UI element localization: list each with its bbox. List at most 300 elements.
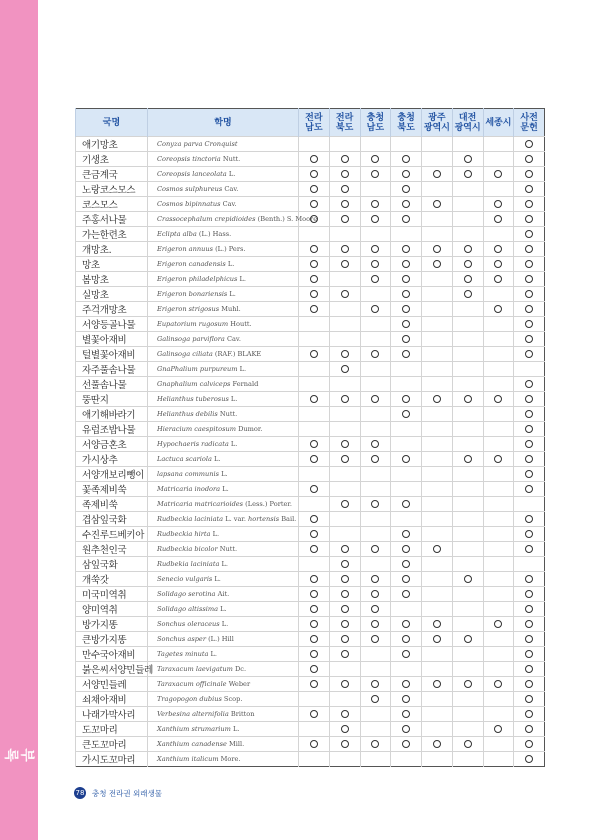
- presence-circle-icon: [310, 170, 318, 178]
- presence-cell: [483, 557, 514, 572]
- presence-cell: [452, 497, 483, 512]
- author: L.: [230, 725, 240, 733]
- presence-cell: [329, 737, 360, 752]
- presence-cell: [514, 392, 545, 407]
- presence-cell: [360, 302, 391, 317]
- korean-name: 수진루드베키아: [76, 527, 148, 542]
- presence-cell: [483, 527, 514, 542]
- presence-cell: [422, 452, 453, 467]
- table-row: [76, 707, 545, 722]
- presence-cell: [422, 722, 453, 737]
- presence-cell: [514, 707, 545, 722]
- presence-circle-icon: [310, 245, 318, 253]
- presence-cell: [514, 167, 545, 182]
- presence-cell: [360, 167, 391, 182]
- presence-cell: [483, 182, 514, 197]
- table-row: [76, 227, 545, 242]
- scientific-name: [148, 287, 299, 302]
- author: L.: [208, 650, 217, 658]
- author: L.: [210, 530, 220, 538]
- presence-cell: [299, 242, 330, 257]
- korean-name: 서양금혼초: [76, 437, 148, 452]
- presence-cell: [299, 512, 330, 527]
- presence-cell: [483, 662, 514, 677]
- presence-circle-icon: [525, 380, 533, 388]
- presence-circle-icon: [402, 695, 410, 703]
- presence-circle-icon: [525, 620, 533, 628]
- presence-cell: [452, 407, 483, 422]
- presence-circle-icon: [525, 410, 533, 418]
- presence-cell: [299, 677, 330, 692]
- presence-cell: [452, 692, 483, 707]
- presence-cell: [422, 617, 453, 632]
- presence-cell: [360, 752, 391, 767]
- presence-circle-icon: [402, 590, 410, 598]
- presence-circle-icon: [371, 590, 379, 598]
- presence-cell: [452, 212, 483, 227]
- presence-circle-icon: [525, 635, 533, 643]
- table-row: [76, 152, 545, 167]
- presence-circle-icon: [371, 395, 379, 403]
- presence-cell: [483, 737, 514, 752]
- presence-circle-icon: [525, 590, 533, 598]
- presence-cell: [483, 542, 514, 557]
- presence-cell: [391, 662, 422, 677]
- korean-name: 쇠채아재비: [76, 692, 148, 707]
- presence-cell: [329, 617, 360, 632]
- presence-cell: [483, 227, 514, 242]
- presence-cell: [360, 332, 391, 347]
- presence-circle-icon: [310, 305, 318, 313]
- presence-circle-icon: [402, 155, 410, 163]
- presence-circle-icon: [341, 200, 349, 208]
- scientific-name: [148, 647, 299, 662]
- table-row: [76, 752, 545, 767]
- table-row: [76, 542, 545, 557]
- presence-cell: [483, 347, 514, 362]
- binomial: Eclipta alba: [157, 230, 197, 238]
- presence-cell: [452, 287, 483, 302]
- presence-cell: [329, 467, 360, 482]
- presence-cell: [422, 392, 453, 407]
- presence-cell: [514, 212, 545, 227]
- presence-cell: [299, 647, 330, 662]
- presence-cell: [391, 557, 422, 572]
- presence-cell: [514, 632, 545, 647]
- scientific-name: [148, 227, 299, 242]
- presence-cell: [360, 392, 391, 407]
- presence-cell: [422, 287, 453, 302]
- presence-circle-icon: [371, 170, 379, 178]
- presence-cell: [360, 602, 391, 617]
- presence-cell: [422, 212, 453, 227]
- presence-cell: [329, 542, 360, 557]
- presence-cell: [452, 587, 483, 602]
- binomial: Galinsoga parviflora: [157, 335, 225, 343]
- presence-circle-icon: [525, 305, 533, 313]
- presence-cell: [514, 182, 545, 197]
- presence-circle-icon: [310, 590, 318, 598]
- presence-circle-icon: [371, 350, 379, 358]
- presence-cell: [452, 422, 483, 437]
- korean-name: 방가지똥: [76, 617, 148, 632]
- binomial: lapsana communis: [157, 470, 220, 478]
- presence-cell: [452, 272, 483, 287]
- presence-circle-icon: [402, 530, 410, 538]
- presence-cell: [360, 137, 391, 152]
- presence-cell: [422, 467, 453, 482]
- presence-cell: [514, 287, 545, 302]
- author: L.: [228, 395, 238, 403]
- presence-cell: [391, 482, 422, 497]
- presence-cell: [422, 167, 453, 182]
- presence-cell: [483, 362, 514, 377]
- presence-cell: [360, 197, 391, 212]
- presence-cell: [483, 152, 514, 167]
- author: L.: [211, 455, 221, 463]
- presence-cell: [483, 332, 514, 347]
- presence-cell: [299, 287, 330, 302]
- korean-name: 가시상추: [76, 452, 148, 467]
- presence-circle-icon: [525, 575, 533, 583]
- presence-circle-icon: [341, 605, 349, 613]
- presence-cell: [360, 587, 391, 602]
- presence-circle-icon: [402, 500, 410, 508]
- korean-name: 미국미역취: [76, 587, 148, 602]
- presence-cell: [483, 617, 514, 632]
- binomial: Sonchus oleraceus: [157, 620, 220, 628]
- presence-circle-icon: [310, 200, 318, 208]
- presence-cell: [329, 707, 360, 722]
- scientific-name: [148, 182, 299, 197]
- presence-cell: [391, 182, 422, 197]
- table-row: [76, 452, 545, 467]
- presence-cell: [483, 692, 514, 707]
- table-row: [76, 347, 545, 362]
- presence-cell: [422, 542, 453, 557]
- author: Cav.: [220, 200, 237, 208]
- presence-cell: [514, 422, 545, 437]
- presence-cell: [329, 692, 360, 707]
- presence-circle-icon: [371, 680, 379, 688]
- presence-circle-icon: [402, 290, 410, 298]
- presence-circle-icon: [464, 275, 472, 283]
- presence-cell: [360, 512, 391, 527]
- presence-circle-icon: [402, 650, 410, 658]
- presence-cell: [452, 362, 483, 377]
- binomial: hortensis: [248, 515, 280, 523]
- presence-cell: [299, 752, 330, 767]
- presence-cell: [391, 617, 422, 632]
- scientific-name: [148, 617, 299, 632]
- presence-cell: [483, 722, 514, 737]
- presence-cell: [452, 317, 483, 332]
- binomial: Lactuca scariola: [157, 455, 212, 463]
- presence-cell: [299, 407, 330, 422]
- presence-circle-icon: [310, 650, 318, 658]
- presence-cell: [422, 707, 453, 722]
- author: Dc.: [232, 665, 247, 673]
- presence-cell: [483, 707, 514, 722]
- presence-cell: [514, 437, 545, 452]
- scientific-name: [148, 557, 299, 572]
- author: Nutt.: [217, 410, 238, 418]
- presence-cell: [422, 332, 453, 347]
- presence-circle-icon: [494, 680, 502, 688]
- table-row: [76, 572, 545, 587]
- presence-cell: [299, 722, 330, 737]
- korean-name: 도꼬마리: [76, 722, 148, 737]
- presence-cell: [391, 227, 422, 242]
- table-row: [76, 527, 545, 542]
- presence-circle-icon: [341, 635, 349, 643]
- presence-cell: [391, 737, 422, 752]
- presence-cell: [514, 407, 545, 422]
- scientific-name: [148, 332, 299, 347]
- presence-circle-icon: [525, 335, 533, 343]
- binomial: Eupatorium rugosum: [157, 320, 229, 328]
- table-row: [76, 362, 545, 377]
- korean-name: 유럽조밥나물: [76, 422, 148, 437]
- scientific-name: [148, 497, 299, 512]
- presence-cell: [422, 512, 453, 527]
- presence-circle-icon: [464, 740, 472, 748]
- author: Nutt.: [220, 155, 241, 163]
- presence-circle-icon: [310, 575, 318, 583]
- author: (Less.) Porter.: [243, 500, 292, 508]
- presence-circle-icon: [341, 365, 349, 373]
- presence-circle-icon: [371, 740, 379, 748]
- scientific-name: [148, 662, 299, 677]
- author: L.: [228, 440, 238, 448]
- korean-name: 주걱개망초: [76, 302, 148, 317]
- presence-circle-icon: [433, 395, 441, 403]
- presence-cell: [299, 542, 330, 557]
- author: Fernald: [230, 380, 259, 388]
- presence-cell: [299, 497, 330, 512]
- presence-cell: [391, 197, 422, 212]
- presence-cell: [329, 272, 360, 287]
- scientific-name: [148, 692, 299, 707]
- presence-circle-icon: [371, 155, 379, 163]
- presence-cell: [391, 332, 422, 347]
- presence-cell: [483, 272, 514, 287]
- presence-cell: [452, 137, 483, 152]
- presence-circle-icon: [402, 350, 410, 358]
- table-row: [76, 602, 545, 617]
- presence-cell: [452, 677, 483, 692]
- author: L. var.: [223, 515, 249, 523]
- table-row: [76, 182, 545, 197]
- presence-cell: [514, 512, 545, 527]
- presence-circle-icon: [341, 185, 349, 193]
- presence-cell: [360, 692, 391, 707]
- presence-circle-icon: [525, 395, 533, 403]
- presence-circle-icon: [494, 245, 502, 253]
- presence-cell: [391, 452, 422, 467]
- presence-circle-icon: [371, 605, 379, 613]
- scientific-name: [148, 347, 299, 362]
- presence-cell: [360, 227, 391, 242]
- binomial: Taraxacum officinale: [157, 680, 227, 688]
- presence-cell: [299, 272, 330, 287]
- presence-cell: [329, 287, 360, 302]
- presence-circle-icon: [464, 260, 472, 268]
- column-header: 세종시: [483, 109, 514, 137]
- presence-cell: [422, 422, 453, 437]
- presence-circle-icon: [371, 245, 379, 253]
- presence-cell: [422, 302, 453, 317]
- table-row: [76, 257, 545, 272]
- korean-name: 겹삼잎국화: [76, 512, 148, 527]
- presence-cell: [391, 722, 422, 737]
- presence-circle-icon: [310, 620, 318, 628]
- presence-cell: [329, 242, 360, 257]
- presence-circle-icon: [402, 260, 410, 268]
- presence-circle-icon: [433, 260, 441, 268]
- presence-cell: [299, 557, 330, 572]
- scientific-name: [148, 407, 299, 422]
- presence-cell: [299, 707, 330, 722]
- presence-cell: [299, 662, 330, 677]
- presence-cell: [329, 437, 360, 452]
- presence-cell: [422, 677, 453, 692]
- presence-circle-icon: [464, 290, 472, 298]
- presence-circle-icon: [341, 725, 349, 733]
- presence-circle-icon: [494, 395, 502, 403]
- presence-circle-icon: [371, 260, 379, 268]
- scientific-name: [148, 422, 299, 437]
- presence-cell: [299, 257, 330, 272]
- binomial: Hypochaeris radicata: [157, 440, 229, 448]
- binomial: Erigeron philadelphicus: [157, 275, 238, 283]
- presence-cell: [360, 377, 391, 392]
- presence-circle-icon: [402, 170, 410, 178]
- presence-cell: [299, 632, 330, 647]
- presence-cell: [329, 212, 360, 227]
- presence-cell: [452, 197, 483, 212]
- presence-circle-icon: [310, 455, 318, 463]
- scientific-name: [148, 677, 299, 692]
- binomial: Rudbeckia hirta: [157, 530, 211, 538]
- page-number: 78: [75, 789, 85, 797]
- presence-cell: [514, 347, 545, 362]
- author: Nutt.: [217, 545, 238, 553]
- presence-cell: [391, 272, 422, 287]
- author: L.: [218, 605, 227, 613]
- presence-circle-icon: [464, 575, 472, 583]
- table-row: [76, 392, 545, 407]
- presence-cell: [514, 377, 545, 392]
- presence-cell: [329, 482, 360, 497]
- scientific-name: [148, 317, 299, 332]
- presence-cell: [483, 587, 514, 602]
- column-header: 전라 북도: [329, 109, 360, 137]
- presence-circle-icon: [310, 680, 318, 688]
- presence-cell: [299, 602, 330, 617]
- binomial: Erigeron annuus: [157, 245, 213, 253]
- presence-cell: [422, 647, 453, 662]
- presence-cell: [391, 632, 422, 647]
- presence-cell: [360, 677, 391, 692]
- presence-circle-icon: [341, 440, 349, 448]
- author: (L.) Pers.: [212, 245, 246, 253]
- presence-circle-icon: [525, 260, 533, 268]
- presence-cell: [391, 167, 422, 182]
- presence-circle-icon: [464, 635, 472, 643]
- presence-circle-icon: [494, 725, 502, 733]
- presence-cell: [329, 422, 360, 437]
- korean-name: 노랑코스모스: [76, 182, 148, 197]
- presence-circle-icon: [402, 215, 410, 223]
- scientific-name: [148, 512, 299, 527]
- presence-cell: [360, 632, 391, 647]
- presence-cell: [422, 137, 453, 152]
- presence-cell: [391, 287, 422, 302]
- presence-circle-icon: [371, 275, 379, 283]
- presence-cell: [483, 497, 514, 512]
- presence-cell: [360, 722, 391, 737]
- author: L.: [237, 275, 246, 283]
- presence-cell: [360, 152, 391, 167]
- presence-cell: [391, 392, 422, 407]
- korean-name: 만수국아재비: [76, 647, 148, 662]
- presence-cell: [514, 467, 545, 482]
- presence-cell: [514, 362, 545, 377]
- presence-circle-icon: [371, 455, 379, 463]
- species-distribution-table: [75, 108, 545, 767]
- presence-circle-icon: [341, 455, 349, 463]
- author: L.: [212, 575, 221, 583]
- presence-cell: [422, 317, 453, 332]
- presence-cell: [422, 497, 453, 512]
- presence-circle-icon: [525, 485, 533, 493]
- korean-name: 가는한련초: [76, 227, 148, 242]
- presence-circle-icon: [341, 500, 349, 508]
- presence-cell: [329, 182, 360, 197]
- presence-cell: [422, 377, 453, 392]
- presence-cell: [514, 737, 545, 752]
- presence-cell: [360, 482, 391, 497]
- presence-circle-icon: [525, 455, 533, 463]
- presence-circle-icon: [494, 620, 502, 628]
- presence-cell: [360, 437, 391, 452]
- presence-cell: [483, 407, 514, 422]
- presence-cell: [329, 257, 360, 272]
- presence-circle-icon: [402, 620, 410, 628]
- table-row: [76, 407, 545, 422]
- binomial: Xanthium strumarium: [157, 725, 231, 733]
- scientific-name: [148, 137, 299, 152]
- presence-cell: [422, 557, 453, 572]
- presence-cell: [299, 377, 330, 392]
- binomial: Rudbeckia laciniata: [157, 515, 224, 523]
- presence-cell: [452, 167, 483, 182]
- korean-name: 서양개보리뺑이: [76, 467, 148, 482]
- presence-cell: [360, 317, 391, 332]
- presence-cell: [452, 452, 483, 467]
- author: L.: [227, 290, 236, 298]
- presence-cell: [299, 317, 330, 332]
- presence-cell: [452, 542, 483, 557]
- presence-cell: [329, 332, 360, 347]
- presence-circle-icon: [341, 560, 349, 568]
- presence-cell: [329, 752, 360, 767]
- presence-circle-icon: [525, 545, 533, 553]
- presence-circle-icon: [525, 245, 533, 253]
- presence-cell: [299, 362, 330, 377]
- presence-cell: [422, 737, 453, 752]
